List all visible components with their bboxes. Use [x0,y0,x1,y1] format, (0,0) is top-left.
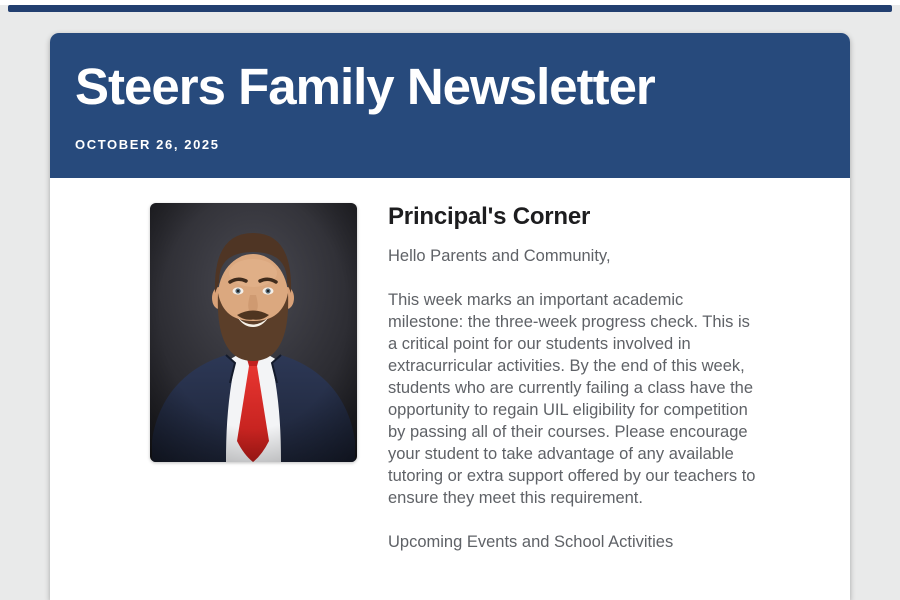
article-paragraph: This week marks an important academic milestone: the three-week progress check. This is a critical point for our students involved in extracurricular activities. By the end of this week, students who are currently failing a class have the opportunity to regain UIL eligibility for competition by passing all of their courses. Please encourage your student to take advantage of any available tutoring or extra support offered by our teachers to ensure they meet this requirement. [388,291,756,507]
principal-portrait-illustration [150,203,357,462]
principal-corner-section [50,178,850,575]
newsletter-title: Steers Family Newsletter [75,58,655,115]
article-next-line: Upcoming Events and School Activities [388,533,674,551]
top-border-strip [8,5,892,12]
article-heading: Principal's Corner [388,203,591,230]
principal-corner-text [388,203,762,575]
article-greeting: Hello Parents and Community, [388,247,611,265]
newsletter-header [50,33,850,178]
newsletter-date: OCTOBER 26, 2025 [75,137,220,153]
newsletter-card [50,33,850,600]
principal-photo [150,203,357,462]
